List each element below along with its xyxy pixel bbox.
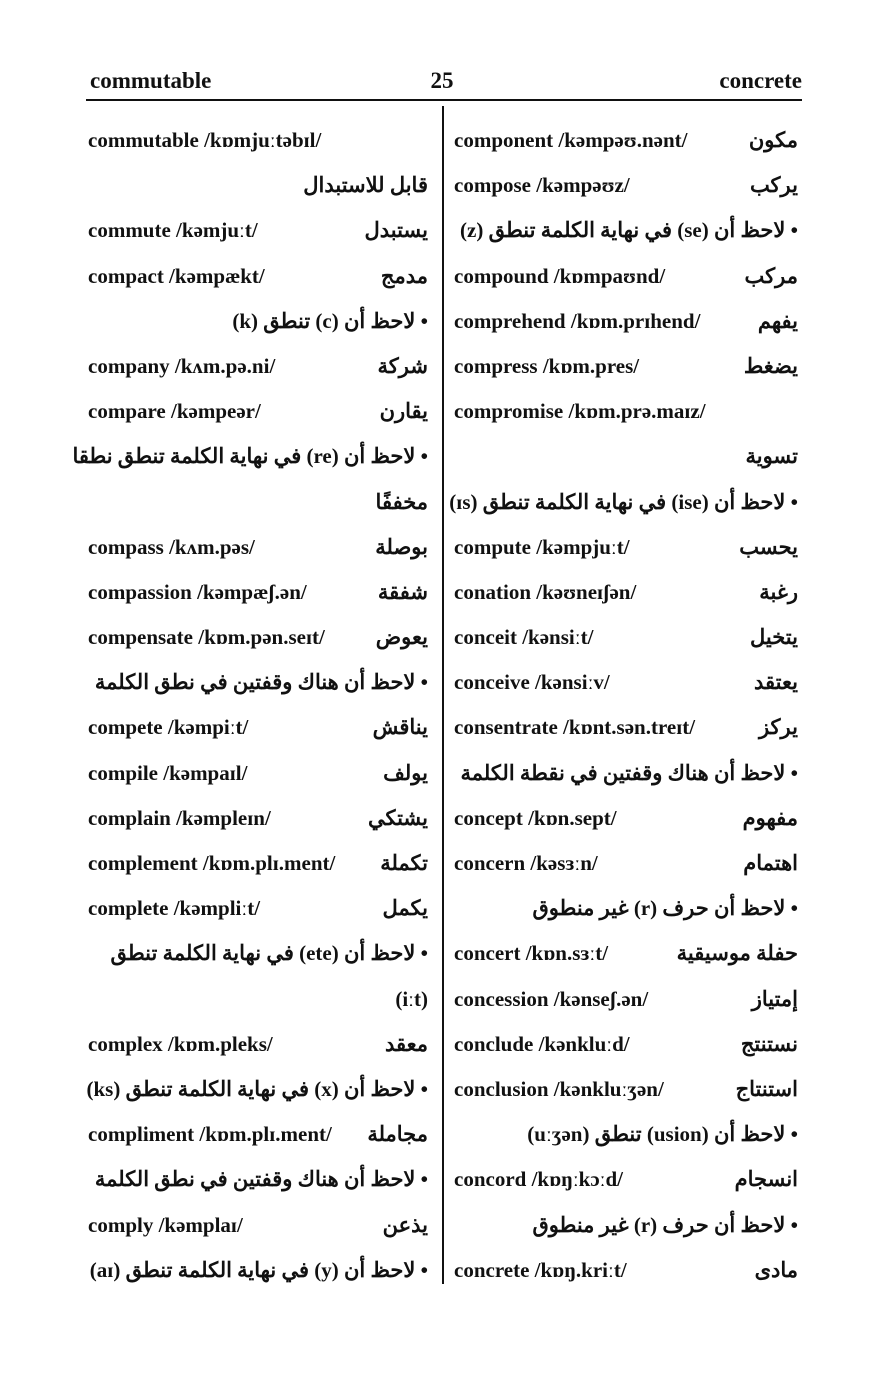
header-rule	[86, 99, 802, 101]
entry-translation: حفلة موسيقية	[676, 941, 798, 966]
entry-headword: conclude /kənkluːd/	[454, 1031, 630, 1056]
entry-headword: compare /kəmpeər/	[88, 399, 261, 424]
entry-translation: يفهم	[757, 308, 798, 333]
entry-note	[86, 660, 432, 705]
entry-headword: conceive /kənsiːv/	[454, 670, 610, 695]
entry-note	[72, 434, 432, 479]
entry-translation: يذعن	[382, 1212, 428, 1237]
entry-translation: مدمج	[380, 263, 428, 288]
right-guide-word: concrete	[719, 68, 802, 93]
dictionary-entry	[452, 615, 802, 660]
entry-note	[86, 163, 432, 208]
dictionary-entry	[86, 254, 432, 299]
entry-translation: رغبة	[759, 579, 798, 604]
entry-headword: concern /kəsɜːn/	[454, 851, 598, 875]
entry-translation: يتخيل	[750, 625, 798, 650]
note-text: • لاحظ أن (usion) تنطق (uːʒən)	[527, 1122, 798, 1147]
entry-note	[86, 1248, 432, 1293]
entry-headword: complement /kɒm.plɪ.ment/	[88, 851, 336, 875]
entry-headword: consentrate /kɒnt.sən.treɪt/	[454, 715, 696, 740]
dictionary-entry	[452, 570, 802, 615]
entry-translation: شفقة	[377, 579, 428, 604]
entry-translation: يضغط	[743, 353, 798, 378]
dictionary-entry	[452, 796, 802, 841]
dictionary-entry	[452, 705, 802, 750]
entry-note	[86, 480, 432, 525]
page-number: 25	[430, 68, 454, 93]
entry-note	[86, 1157, 432, 1202]
dictionary-entry	[452, 163, 802, 208]
entry-note	[452, 1203, 802, 1248]
entry-translation: مادى	[754, 1257, 798, 1282]
entry-translation: يركب	[749, 173, 798, 198]
entry-translation: مفهوم	[742, 805, 798, 830]
entry-note	[86, 299, 432, 344]
entry-headword: compound /kɒmpaʊnd/	[454, 263, 666, 288]
entry-headword: concrete /kɒŋ.kriːt/	[454, 1257, 627, 1282]
note-text: • لاحظ أن حرف (r) غير منطوق	[532, 896, 798, 921]
entry-headword: concert /kɒn.sɜːt/	[454, 941, 609, 966]
entry-translation: اهتمام	[743, 851, 798, 875]
note-text: • لاحظ أن هناك وقفتين في نقطة الكلمة	[460, 760, 798, 785]
dictionary-entry	[86, 118, 432, 163]
dictionary-entry	[452, 977, 802, 1022]
left-column	[72, 118, 432, 1293]
dictionary-entry	[452, 931, 802, 976]
column-divider	[442, 106, 444, 1284]
dictionary-entry	[452, 525, 802, 570]
entry-headword: commute /kəmjuːt/	[88, 218, 258, 243]
entry-note	[452, 208, 802, 253]
entry-headword: compute /kəmpjuːt/	[454, 534, 630, 559]
entry-headword: commutable /kɒmjuːtəbɪl/	[88, 128, 322, 152]
entry-translation: يقارن	[379, 399, 428, 424]
entry-headword: complete /kəmpliːt/	[88, 896, 261, 921]
entry-translation: يناقش	[372, 715, 428, 740]
entry-headword: conation /kəʊneɪʃən/	[454, 579, 637, 604]
dictionary-entry	[86, 389, 432, 434]
dictionary-entry	[86, 208, 432, 253]
entry-translation: يولف	[383, 760, 428, 785]
entry-headword: compensate /kɒm.pən.seɪt/	[88, 625, 325, 650]
dictionary-entry	[452, 344, 802, 389]
entry-translation: معقد	[384, 1031, 428, 1056]
entry-translation: يعوض	[375, 625, 428, 650]
entry-headword: comply /kəmplaɪ/	[88, 1212, 243, 1237]
entry-headword: compose /kəmpəʊz/	[454, 173, 630, 198]
entry-headword: concept /kɒn.sept/	[454, 805, 617, 830]
entry-translation: مكون	[748, 128, 798, 152]
left-guide-word: commutable	[90, 68, 212, 93]
entry-note	[452, 751, 802, 796]
entry-translation: يكمل	[382, 896, 428, 921]
entry-note	[86, 931, 432, 976]
entry-headword: comprehend /kɒm.prɪhend/	[454, 308, 701, 333]
entry-translation: يشتكي	[367, 805, 428, 830]
note-text: • لاحظ أن (c) تنطق (k)	[232, 308, 428, 333]
entry-translation: نستنتج	[740, 1031, 798, 1056]
entry-translation: استنتاج	[735, 1076, 798, 1101]
entry-translation: يستبدل	[364, 218, 428, 243]
dictionary-entry	[452, 841, 802, 886]
entry-note	[449, 480, 802, 525]
entry-headword: concord /kɒŋːkɔːd/	[454, 1167, 624, 1192]
note-text: • لاحظ أن (x) في نهاية الكلمة تنطق (ks)	[86, 1076, 428, 1101]
entry-headword: compete /kəmpiːt/	[88, 715, 249, 740]
dictionary-entry	[86, 344, 432, 389]
entry-headword: compress /kɒm.pres/	[454, 353, 640, 378]
entry-headword: conclusion /kənkluːʒən/	[454, 1076, 664, 1101]
entry-translation: مجاملة	[367, 1122, 428, 1147]
note-text: • لاحظ أن هناك وقفتين في نطق الكلمة	[94, 670, 428, 695]
dictionary-entry	[86, 886, 432, 931]
entry-headword: compile /kəmpaɪl/	[88, 760, 248, 785]
entry-note	[86, 977, 432, 1022]
entry-headword: compass /kʌm.pəs/	[88, 534, 255, 559]
note-text: • لاحظ أن (ise) في نهاية الكلمة تنطق (ɪs)	[449, 489, 798, 514]
entry-headword: complex /kɒm.pleks/	[88, 1031, 273, 1056]
note-text: • لاحظ أن (ete) في نهاية الكلمة تنطق	[110, 941, 428, 966]
dictionary-entry	[86, 570, 432, 615]
entry-translation: يعتقد	[754, 670, 798, 695]
entry-headword: concession /kənseʃ.ən/	[454, 986, 649, 1011]
note-text: • لاحظ أن (y) في نهاية الكلمة تنطق (aɪ)	[89, 1257, 428, 1282]
entry-translation: بوصلة	[375, 534, 428, 559]
entry-translation: يحسب	[739, 534, 798, 559]
note-text: • لاحظ أن حرف (r) غير منطوق	[532, 1212, 798, 1237]
entry-note	[86, 1067, 432, 1112]
dictionary-entry	[452, 1067, 802, 1112]
note-text: مخففًا	[375, 489, 428, 514]
dictionary-entry	[452, 1157, 802, 1202]
dictionary-entry	[452, 1248, 802, 1293]
entry-headword: company /kʌm.pə.ni/	[88, 353, 276, 378]
dictionary-entry	[86, 1203, 432, 1248]
entry-headword: compromise /kɒm.prə.maɪz/	[454, 399, 706, 424]
entry-note	[452, 1112, 802, 1157]
note-text: قابل للاستبدال	[303, 173, 428, 198]
entry-note	[452, 886, 802, 931]
dictionary-entry	[452, 299, 802, 344]
entry-headword: compassion /kəmpæʃ.ən/	[88, 579, 307, 604]
dictionary-entry	[86, 615, 432, 660]
entry-translation: انسجام	[734, 1167, 798, 1192]
entry-translation: يركز	[758, 715, 798, 740]
entry-headword: conceit /kənsiːt/	[454, 625, 594, 650]
dictionary-entry	[86, 796, 432, 841]
dictionary-entry	[86, 751, 432, 796]
note-text: (iːt)	[395, 986, 428, 1011]
note-text: • لاحظ أن (se) في نهاية الكلمة تنطق (z)	[460, 218, 798, 243]
note-text: تسوية	[745, 444, 798, 469]
dictionary-entry	[86, 705, 432, 750]
right-column	[449, 118, 802, 1293]
note-text: • لاحظ أن (re) في نهاية الكلمة تنطق نطقا	[72, 444, 428, 469]
entry-headword: compliment /kɒm.plɪ.ment/	[88, 1122, 332, 1147]
dictionary-entry	[86, 1022, 432, 1067]
dictionary-entry	[452, 118, 802, 163]
entry-translation: إمتياز	[751, 986, 798, 1011]
entry-translation: تكملة	[380, 851, 428, 875]
dictionary-entry	[86, 525, 432, 570]
note-text: • لاحظ أن هناك وقفتين في نطق الكلمة	[94, 1167, 428, 1192]
dictionary-entry	[452, 254, 802, 299]
entry-note	[452, 434, 802, 479]
entry-translation: شركة	[377, 353, 428, 378]
entry-headword: component /kəmpəʊ.nənt/	[454, 128, 688, 152]
entry-translation: مركب	[744, 263, 798, 288]
dictionary-entry	[452, 660, 802, 705]
dictionary-entry	[86, 841, 432, 886]
dictionary-entry	[452, 389, 802, 434]
dictionary-entry	[452, 1022, 802, 1067]
entry-headword: complain /kəmpleɪn/	[88, 805, 271, 830]
dictionary-entry	[86, 1112, 432, 1157]
entry-headword: compact /kəmpækt/	[88, 263, 265, 288]
